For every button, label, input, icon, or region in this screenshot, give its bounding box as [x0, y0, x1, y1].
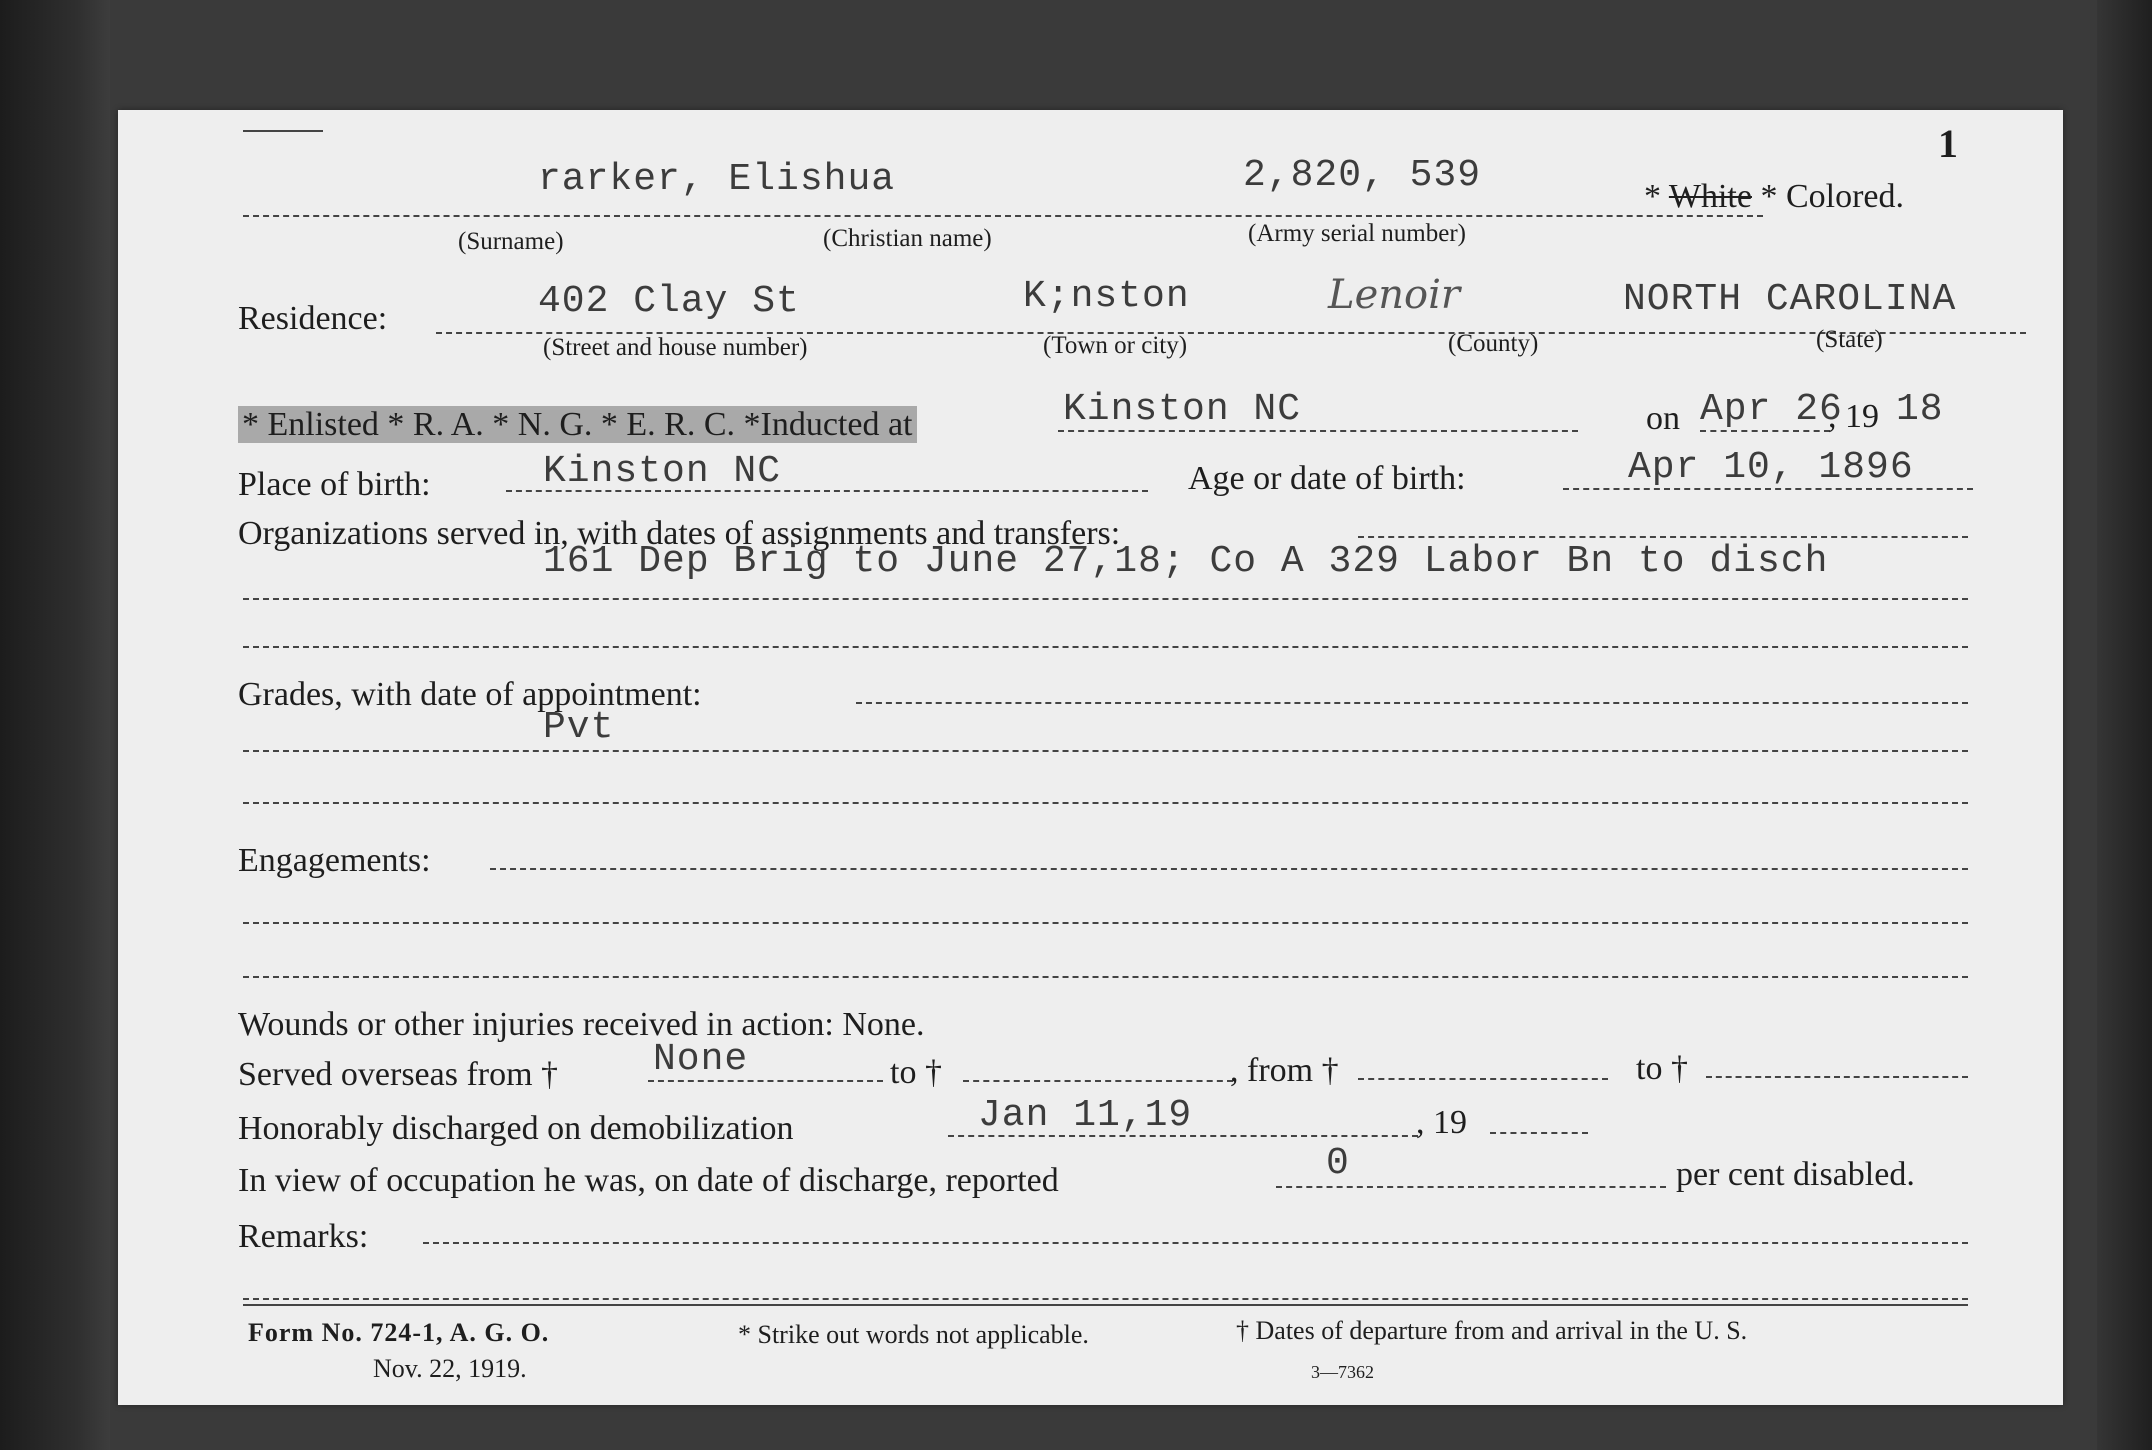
- birthdate-typed: Apr 10, 1896: [1628, 446, 1914, 489]
- discharged-line: [948, 1135, 1418, 1137]
- overseas-to-label-2: to †: [1636, 1050, 1688, 1087]
- overseas-to-line: [963, 1080, 1233, 1082]
- service-record-card: [118, 110, 2063, 1405]
- birthdate-line: [1563, 488, 1973, 490]
- dates-note: † Dates of departure from and arrival in the U. S.: [1236, 1316, 1748, 1345]
- engagements-line-2: [243, 976, 1968, 978]
- remarks-line-0: [423, 1242, 1968, 1244]
- enlisted-options: * Enlisted * R. A. * N. G. * E. R. C. *Inducted at: [238, 406, 917, 443]
- engagements-label: Engagements:: [238, 842, 431, 879]
- christian-name-caption: (Christian name): [823, 225, 992, 252]
- birthplace-label: Place of birth:: [238, 466, 431, 503]
- occupation-label: In view of occupation he was, on date of discharge, reported: [238, 1162, 1059, 1199]
- overseas-to-label: to †: [890, 1054, 942, 1091]
- bottom-rule: [243, 1304, 1968, 1306]
- grades-label: Grades, with date of appointment:: [238, 676, 702, 713]
- street-typed: 402 Clay St: [538, 280, 800, 323]
- age-label: Age or date of birth:: [1188, 460, 1466, 497]
- serial-caption: (Army serial number): [1248, 220, 1466, 247]
- top-rule: [243, 130, 323, 132]
- induction-year-typed: 18: [1896, 388, 1944, 431]
- engagements-line-1: [243, 922, 1968, 924]
- overseas-typed: None: [653, 1038, 749, 1081]
- organizations-typed: 161 Dep Brig to June 27,18; Co A 329 Labor Bn to disch: [543, 540, 1829, 583]
- remarks-line-1: [243, 1298, 1968, 1300]
- enlisted-label: [238, 406, 917, 444]
- form-date: Nov. 22, 1919.: [373, 1354, 527, 1383]
- inducted-place-typed: Kinston NC: [1063, 388, 1302, 431]
- grades-line-0: [856, 702, 1968, 704]
- inducted-line: [1058, 430, 1578, 432]
- overseas-label: Served overseas from †: [238, 1056, 559, 1093]
- discharged-typed: Jan 11,19: [978, 1094, 1193, 1137]
- card-number: 1: [1938, 121, 1958, 166]
- organizations-line-1: [243, 598, 1968, 600]
- race-marker: *: [1644, 178, 1661, 215]
- overseas-from-line: [648, 1080, 883, 1082]
- serial-typed: 2,820, 539: [1243, 154, 1482, 197]
- scan-background-left: [0, 0, 110, 1450]
- disability-typed: 0: [1326, 1142, 1350, 1185]
- residence-label: Residence:: [238, 300, 388, 337]
- surname-caption: (Surname): [458, 228, 564, 255]
- organizations-line-2: [243, 646, 1968, 648]
- year-prefix: , 19: [1828, 398, 1879, 435]
- state-typed: NORTH CAROLINA: [1623, 278, 1957, 321]
- name-line: [243, 215, 1763, 217]
- form-number: Form No. 724-1, A. G. O.: [248, 1318, 550, 1347]
- on-label: on: [1646, 400, 1680, 437]
- birthplace-line: [506, 490, 1148, 492]
- grades-line-1: [243, 750, 1968, 752]
- induction-date-line: [1700, 430, 1830, 432]
- strike-note: * Strike out words not applicable.: [738, 1320, 1089, 1349]
- print-code: 3—7362: [1311, 1362, 1374, 1382]
- discharged-year-line: [1490, 1132, 1588, 1134]
- remarks-label: Remarks:: [238, 1218, 369, 1255]
- birthplace-typed: Kinston NC: [543, 450, 782, 493]
- race-white: White: [1668, 178, 1752, 215]
- organizations-line-0: [1358, 536, 1968, 538]
- organizations-label: Organizations served in, with dates of assignments and transfers:: [238, 515, 1121, 552]
- street-caption: (Street and house number): [543, 334, 808, 361]
- grades-line-2: [243, 802, 1968, 804]
- overseas-to-line-2: [1706, 1076, 1968, 1078]
- overseas-from-line-2: [1358, 1078, 1608, 1080]
- town-typed: K;nston: [1023, 275, 1190, 318]
- town-caption: (Town or city): [1043, 332, 1188, 359]
- overseas-from-label: , from †: [1230, 1052, 1339, 1089]
- percent-label: per cent disabled.: [1676, 1156, 1915, 1193]
- grades-typed: Pvt: [543, 706, 615, 749]
- wounds-label: Wounds or other injuries received in action: None.: [238, 1006, 925, 1043]
- county-caption: (County): [1448, 330, 1539, 357]
- discharged-label: Honorably discharged on demobilization: [238, 1110, 794, 1147]
- disability-line: [1276, 1186, 1666, 1188]
- induction-date-typed: Apr 26: [1700, 388, 1843, 431]
- engagements-line-0: [490, 868, 1968, 870]
- scan-background-right: [2097, 0, 2152, 1450]
- state-caption: (State): [1816, 326, 1883, 353]
- discharged-year-prefix: , 19: [1416, 1104, 1467, 1141]
- race-field: [1644, 178, 1904, 216]
- county-handwritten: Lenoir: [1328, 272, 1460, 318]
- name-typed: rarker, Elishua: [538, 158, 896, 201]
- race-colored: * Colored.: [1760, 178, 1905, 215]
